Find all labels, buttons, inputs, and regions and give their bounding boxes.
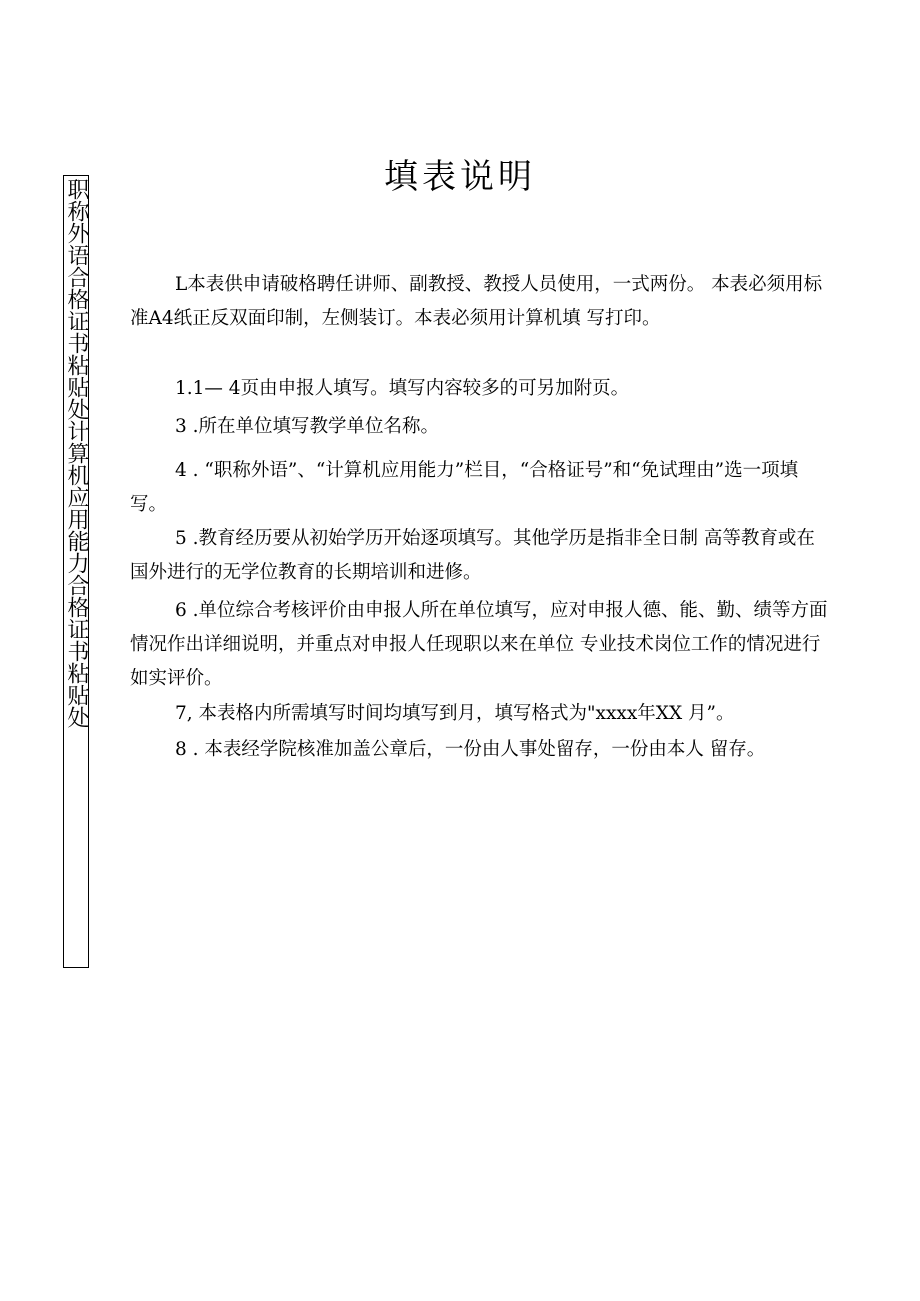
instruction-paragraph-3: 3 .所在单位填写教学单位名称。 — [175, 416, 440, 437]
certificate-paste-box — [63, 175, 89, 968]
instruction-paragraph-6: 6 .单位综合考核评价由申报人所在单位填写，应对申报人德、能、勤、绩等方面情况作出详细说明，并重点对申报人任现职以来在单位 专业技术岗位工作的情况进行如实评价。 — [130, 600, 828, 689]
instruction-paragraph-1: L本表供申请破格聘任讲师、副教授、教授人员使用，一式两份。 本表必须用标准A4纸正反双面印制，左侧装订。本表必须用计算机填 写打印。 — [130, 274, 823, 329]
instruction-paragraph-7: 7, 本表格内所需填写时间均填写到月，填写格式为"xxxx年XX 月”。 — [175, 703, 735, 724]
instruction-paragraph-5: 5 .教育经历要从初始学历开始逐项填写。其他学历是指非全日制 高等教育或在国外进行的无学位教育的长期培训和进修。 — [130, 528, 815, 583]
instruction-paragraph-8: 8 . 本表经学院核准加盖公章后，一份由人事处留存，一份由本人 留存。 — [175, 739, 766, 760]
page-title: 填表说明 — [384, 157, 536, 197]
instruction-paragraph-4: 4 . “职称外语”、“计算机应用能力”栏目，“合格证号”和“免试理由”选一项填写。 — [130, 460, 799, 515]
certificate-paste-label: 职称外语合格证书粘贴处计算机应用能力合格证书粘贴处 — [64, 178, 89, 728]
instruction-paragraph-2: 1.1— 4页由申报人填写。填写内容较多的可另加附页。 — [175, 378, 630, 399]
